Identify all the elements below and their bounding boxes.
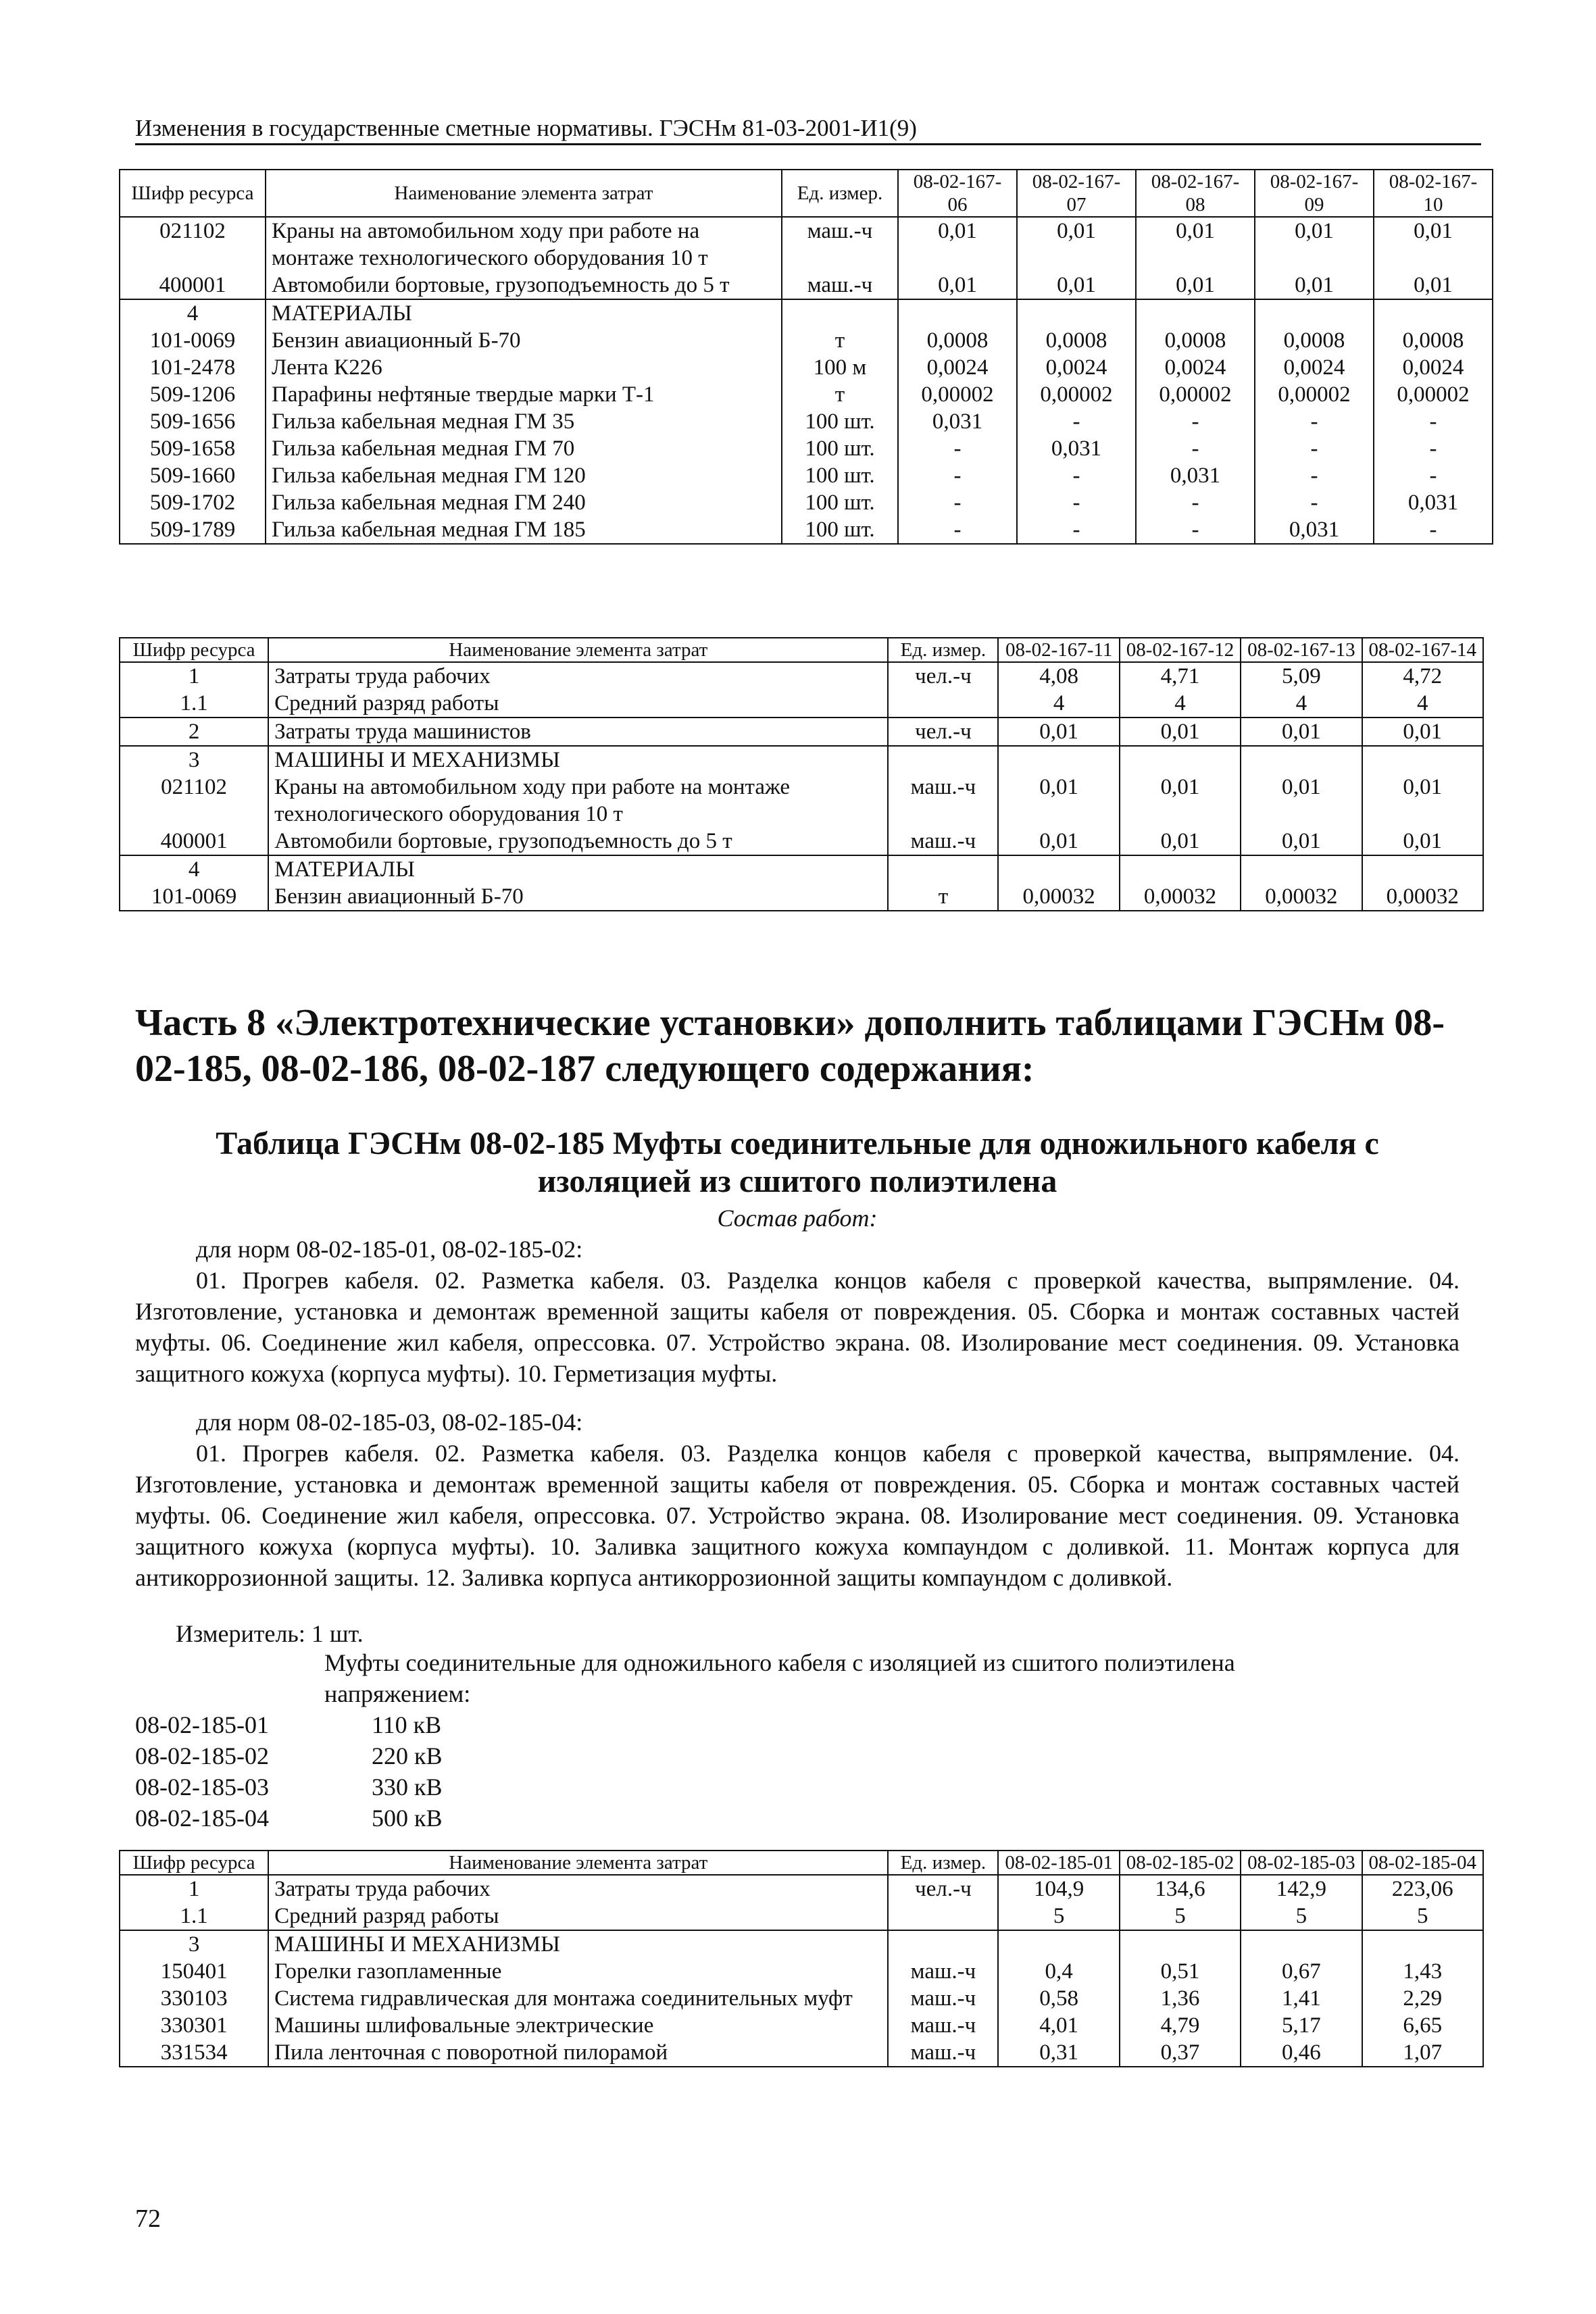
header-code: Шифр ресурса	[120, 170, 266, 217]
resource-value: 4	[1362, 690, 1483, 718]
resource-table-185	[119, 1850, 1484, 2067]
resource-value: 0,01	[1120, 774, 1241, 828]
table-row	[120, 1985, 1483, 2012]
page-number: 72	[135, 2205, 161, 2233]
resource-code: 509-1789	[120, 516, 266, 544]
composition-label: Состав работ:	[717, 1205, 878, 1232]
resource-value: 0,00032	[1362, 883, 1483, 911]
resource-value: 0,01	[898, 272, 1017, 299]
resource-value	[1255, 299, 1374, 327]
resource-value	[1241, 1930, 1362, 1958]
header-norm-code: 08-02-167-13	[1241, 638, 1362, 662]
resource-value: 4	[1241, 690, 1362, 718]
resource-name: Средний разряд работы	[268, 1903, 888, 1930]
header-unit: Ед. измер.	[782, 170, 898, 217]
resource-value: 0,01	[998, 718, 1119, 746]
resource-value: 0,01	[1017, 217, 1136, 272]
resource-unit: т	[782, 381, 898, 408]
resource-name: МАТЕРИАЛЫ	[268, 855, 888, 883]
resource-value: 0,031	[1255, 516, 1374, 544]
resource-value: 4	[1120, 690, 1241, 718]
resource-unit: 100 м	[782, 354, 898, 381]
resource-value: 0,01	[1255, 217, 1374, 272]
resource-unit	[888, 1930, 998, 1958]
resource-value	[998, 855, 1119, 883]
resource-unit: маш.-ч	[888, 774, 998, 828]
resource-value: 0,01	[1120, 718, 1241, 746]
norms-group-2-label: для норм 08-02-185-03, 08-02-185-04:	[196, 1409, 583, 1436]
resource-unit: маш.-ч	[888, 2012, 998, 2039]
resource-name: Затраты труда машинистов	[268, 718, 888, 746]
resource-value: 0,01	[998, 774, 1119, 828]
resource-value: 0,00032	[1241, 883, 1362, 911]
table-row	[120, 746, 1483, 774]
norms-group-1-text: 01. Прогрев кабеля. 02. Разметка кабеля. 03. Разделка концов кабеля с проверкой качества, выпрямление. 04. Изготовление, установка и демонтаж временной защиты кабеля от повреждения. 05. Сборка и монтаж составных частей муфты. 06. Соединение жил кабеля, опрессовка. 07. Устройство экрана. 08. Изолирование мест соединения. 09. Установка защитного кожуха (корпуса муфты). 10. Герметизация муфты.	[135, 1267, 1460, 1387]
resource-value: 5	[998, 1903, 1119, 1930]
resource-code: 150401	[120, 1958, 268, 1985]
resource-code: 1.1	[120, 690, 268, 718]
resource-value: 0,00002	[1255, 381, 1374, 408]
resource-value: 104,9	[998, 1875, 1119, 1903]
header-norm-code: 08-02-167-11	[998, 638, 1119, 662]
resource-name: Средний разряд работы	[268, 690, 888, 718]
resource-value: 142,9	[1241, 1875, 1362, 1903]
resource-value: 0,4	[998, 1958, 1119, 1985]
resource-value	[1362, 855, 1483, 883]
resource-value	[1120, 746, 1241, 774]
resource-value: 0,01	[1241, 828, 1362, 855]
resource-value: 4,79	[1120, 2012, 1241, 2039]
resource-name: Бензин авиационный Б-70	[268, 883, 888, 911]
resource-value: 1,36	[1120, 1985, 1241, 2012]
resource-value: -	[1374, 435, 1493, 462]
table-row	[120, 299, 1493, 327]
resource-value: 4,72	[1362, 662, 1483, 690]
header-norm-code: 08-02-185-03	[1241, 1851, 1362, 1875]
header-norm-code: 08-02-167-14	[1362, 638, 1483, 662]
resource-value: -	[1136, 489, 1255, 516]
header-code: Шифр ресурса	[120, 1851, 268, 1875]
resource-value: 0,01	[1120, 828, 1241, 855]
header-norm-code: 08-02-167-09	[1255, 170, 1374, 217]
resource-code: 509-1702	[120, 489, 266, 516]
resource-code: 1.1	[120, 1903, 268, 1930]
resource-value: 223,06	[1362, 1875, 1483, 1903]
resource-name: Гильза кабельная медная ГМ 240	[266, 489, 782, 516]
resource-value: 0,0024	[1017, 354, 1136, 381]
resource-value: 0,01	[1241, 718, 1362, 746]
resource-value: -	[898, 462, 1017, 489]
resource-code: 021102	[120, 217, 266, 272]
resource-name: МАШИНЫ И МЕХАНИЗМЫ	[268, 1930, 888, 1958]
resource-unit: маш.-ч	[782, 272, 898, 299]
resource-value: 4,08	[998, 662, 1119, 690]
resource-unit: 100 шт.	[782, 408, 898, 435]
resource-code: 1	[120, 1875, 268, 1903]
table-row	[120, 774, 1483, 828]
resource-value: 0,01	[998, 828, 1119, 855]
table-row	[120, 516, 1493, 544]
header-code: Шифр ресурса	[120, 638, 268, 662]
norm-code-row: 08-02-185-02 220 кВ	[135, 1742, 443, 1769]
resource-unit: чел.-ч	[888, 1875, 998, 1903]
norms-group-2	[135, 1407, 1460, 1593]
resource-value: -	[898, 489, 1017, 516]
resource-code: 101-0069	[120, 883, 268, 911]
resource-value: -	[1255, 435, 1374, 462]
resource-unit: т	[782, 327, 898, 354]
resource-name: Бензин авиационный Б-70	[266, 327, 782, 354]
resource-name: Машины шлифовальные электрические	[268, 2012, 888, 2039]
table-header-row	[120, 170, 1493, 217]
resource-name: Горелки газопламенные	[268, 1958, 888, 1985]
resource-value: 0,01	[1136, 217, 1255, 272]
table-row	[120, 435, 1493, 462]
resource-value: 0,01	[1362, 828, 1483, 855]
table-row	[120, 1958, 1483, 1985]
resource-code: 509-1656	[120, 408, 266, 435]
resource-value	[1241, 746, 1362, 774]
resource-value: 0,0008	[1017, 327, 1136, 354]
resource-value: 0,01	[898, 217, 1017, 272]
resource-code: 3	[120, 746, 268, 774]
table-row	[120, 217, 1493, 272]
resource-value	[1120, 855, 1241, 883]
table-row	[120, 462, 1493, 489]
resource-value: 5,09	[1241, 662, 1362, 690]
resource-value: -	[1017, 516, 1136, 544]
resource-value	[898, 299, 1017, 327]
resource-code: 509-1660	[120, 462, 266, 489]
resource-value: 1,43	[1362, 1958, 1483, 1985]
table-row	[120, 381, 1493, 408]
header-name: Наименование элемента затрат	[266, 170, 782, 217]
resource-value: 5	[1241, 1903, 1362, 1930]
norms-group-2-text: 01. Прогрев кабеля. 02. Разметка кабеля. 03. Разделка концов кабеля с проверкой качества, выпрямление. 04. Изготовление, установка и демонтаж временной защиты кабеля от повреждения. 05. Сборка и монтаж составных частей муфты. 06. Соединение жил кабеля, опрессовка. 07. Устройство экрана. 08. Изолирование мест соединения. 09. Установка защитного кожуха (корпуса муфты). 10. Заливка защитного кожуха компаундом с доливкой. 11. Монтаж корпуса для антикоррозионной защиты. 12. Заливка корпуса антикоррозионной защиты компаундом с доливкой.	[135, 1440, 1460, 1591]
resource-code: 509-1206	[120, 381, 266, 408]
resource-unit: т	[888, 883, 998, 911]
resource-value: 0,01	[1374, 217, 1493, 272]
resource-unit: маш.-ч	[888, 1958, 998, 1985]
resource-name: Краны на автомобильном ходу при работе на монтаже технологического оборудования 10 т	[266, 217, 782, 272]
resource-value: -	[1374, 408, 1493, 435]
resource-name: МАШИНЫ И МЕХАНИЗМЫ	[268, 746, 888, 774]
norms-group-1	[135, 1234, 1460, 1389]
resource-code: 330301	[120, 2012, 268, 2039]
resource-value: -	[1136, 435, 1255, 462]
resource-value: -	[1374, 516, 1493, 544]
resource-value: 0,00002	[1017, 381, 1136, 408]
resource-value	[1120, 1930, 1241, 1958]
resource-code: 021102	[120, 774, 268, 828]
resource-unit	[888, 1903, 998, 1930]
resource-value: 0,01	[1362, 718, 1483, 746]
resource-name: Гильза кабельная медная ГМ 185	[266, 516, 782, 544]
resource-unit: чел.-ч	[888, 718, 998, 746]
table-row	[120, 2039, 1483, 2067]
resource-value	[1362, 746, 1483, 774]
resource-value: 6,65	[1362, 2012, 1483, 2039]
table-row	[120, 272, 1493, 299]
norm-description: Муфты соединительные для одножильного кабеля с изоляцией из сшитого полиэтилена напряжением:	[324, 1649, 1235, 1707]
table-row	[120, 1875, 1483, 1903]
resource-unit: 100 шт.	[782, 462, 898, 489]
resource-value: -	[1136, 516, 1255, 544]
header-norm-code: 08-02-167-08	[1136, 170, 1255, 217]
table-row	[120, 855, 1483, 883]
resource-value: 1,41	[1241, 1985, 1362, 2012]
table-row	[120, 408, 1493, 435]
resource-unit: чел.-ч	[888, 662, 998, 690]
resource-value: 0,01	[1374, 272, 1493, 299]
header-norm-code: 08-02-185-02	[1120, 1851, 1241, 1875]
norm-code-row: 08-02-185-04 500 кВ	[135, 1805, 443, 1832]
norms-group-1-label: для норм 08-02-185-01, 08-02-185-02:	[196, 1236, 583, 1263]
resource-value: -	[898, 435, 1017, 462]
resource-unit: маш.-ч	[888, 2039, 998, 2067]
resource-unit	[782, 299, 898, 327]
resource-code: 400001	[120, 828, 268, 855]
resource-value: 0,37	[1120, 2039, 1241, 2067]
resource-name: Гильза кабельная медная ГМ 70	[266, 435, 782, 462]
resource-value	[1241, 855, 1362, 883]
resource-unit: 100 шт.	[782, 489, 898, 516]
resource-value: 0,031	[898, 408, 1017, 435]
resource-value: 0,00002	[1374, 381, 1493, 408]
resource-value: 4,01	[998, 2012, 1119, 2039]
resource-value: -	[1136, 408, 1255, 435]
resource-unit: 100 шт.	[782, 435, 898, 462]
header-norm-code: 08-02-185-01	[998, 1851, 1119, 1875]
resource-value: 5	[1120, 1903, 1241, 1930]
norm-code-row: 08-02-185-03 330 кВ	[135, 1774, 443, 1801]
table-title: Таблица ГЭСНм 08-02-185 Муфты соединительные для одножильного кабеля с изоляцией из сшитого полиэтилена	[216, 1126, 1379, 1199]
resource-name: Гильза кабельная медная ГМ 120	[266, 462, 782, 489]
resource-value: 0,0008	[898, 327, 1017, 354]
running-header: Изменения в государственные сметные нормативы. ГЭСНм 81-03-2001-И1(9)	[135, 115, 1481, 145]
resource-value: 4	[998, 690, 1119, 718]
resource-value: 2,29	[1362, 1985, 1483, 2012]
resource-name: Пила ленточная с поворотной пилорамой	[268, 2039, 888, 2067]
resource-unit: маш.-ч	[782, 217, 898, 272]
resource-name: Лента К226	[266, 354, 782, 381]
table-row	[120, 2012, 1483, 2039]
resource-name: Автомобили бортовые, грузоподъемность до 5 т	[266, 272, 782, 299]
resource-value: 0,01	[1255, 272, 1374, 299]
resource-value: 0,46	[1241, 2039, 1362, 2067]
norm-code-row: 08-02-185-01 110 кВ	[135, 1711, 442, 1738]
table-row	[120, 883, 1483, 911]
resource-value: -	[1255, 462, 1374, 489]
resource-code: 101-2478	[120, 354, 266, 381]
header-norm-code: 08-02-167-06	[898, 170, 1017, 217]
resource-value: 4,71	[1120, 662, 1241, 690]
resource-code: 2	[120, 718, 268, 746]
resource-value: 0,00002	[898, 381, 1017, 408]
table-row	[120, 828, 1483, 855]
resource-value	[998, 1930, 1119, 1958]
resource-code: 331534	[120, 2039, 268, 2067]
resource-value: 0,00002	[1136, 381, 1255, 408]
resource-value: 0,0008	[1374, 327, 1493, 354]
resource-value: -	[1374, 462, 1493, 489]
resource-value: 1,07	[1362, 2039, 1483, 2067]
resource-value: 0,51	[1120, 1958, 1241, 1985]
resource-table-167-06-10	[119, 169, 1493, 545]
resource-unit: 100 шт.	[782, 516, 898, 544]
table-row	[120, 690, 1483, 718]
resource-value: -	[1255, 408, 1374, 435]
resource-value: 0,01	[1241, 774, 1362, 828]
resource-value: -	[1017, 489, 1136, 516]
table-row	[120, 354, 1493, 381]
resource-value: 0,0024	[1136, 354, 1255, 381]
resource-value: 0,01	[1136, 272, 1255, 299]
resource-code: 1	[120, 662, 268, 690]
resource-value: 0,0024	[898, 354, 1017, 381]
resource-name: Затраты труда рабочих	[268, 662, 888, 690]
resource-value: 0,31	[998, 2039, 1119, 2067]
resource-value: -	[1255, 489, 1374, 516]
header-norm-code: 08-02-167-07	[1017, 170, 1136, 217]
resource-code: 4	[120, 299, 266, 327]
resource-code: 400001	[120, 272, 266, 299]
resource-value: 5	[1362, 1903, 1483, 1930]
resource-code: 101-0069	[120, 327, 266, 354]
resource-value: 0,031	[1136, 462, 1255, 489]
resource-name: Автомобили бортовые, грузоподъемность до 5 т	[268, 828, 888, 855]
norm-codes-list	[135, 1709, 443, 1834]
header-unit: Ед. измер.	[888, 1851, 998, 1875]
resource-value: 0,01	[1017, 272, 1136, 299]
header-unit: Ед. измер.	[888, 638, 998, 662]
resource-unit	[888, 855, 998, 883]
header-norm-code: 08-02-167-12	[1120, 638, 1241, 662]
resource-value	[998, 746, 1119, 774]
resource-unit: маш.-ч	[888, 828, 998, 855]
resource-value: 0,00032	[1120, 883, 1241, 911]
resource-code: 3	[120, 1930, 268, 1958]
resource-value	[1017, 299, 1136, 327]
table-header-row	[120, 638, 1483, 662]
resource-unit	[888, 746, 998, 774]
resource-code: 509-1658	[120, 435, 266, 462]
measurer: Измеритель: 1 шт.	[176, 1620, 364, 1647]
resource-name: Затраты труда рабочих	[268, 1875, 888, 1903]
table-row	[120, 489, 1493, 516]
header-norm-code: 08-02-167-10	[1374, 170, 1493, 217]
resource-value: 0,0008	[1136, 327, 1255, 354]
table-header-row	[120, 1851, 1483, 1875]
resource-name: Парафины нефтяные твердые марки Т-1	[266, 381, 782, 408]
table-row	[120, 327, 1493, 354]
resource-value	[1362, 1930, 1483, 1958]
table-row	[120, 718, 1483, 746]
header-name: Наименование элемента затрат	[268, 1851, 888, 1875]
resource-value: 0,0024	[1374, 354, 1493, 381]
resource-value: 134,6	[1120, 1875, 1241, 1903]
part-heading: Часть 8 «Электротехнические установки» дополнить таблицами ГЭСНм 08-02-185, 08-02-186, 08-02-187 следующего содержания:	[135, 1002, 1445, 1090]
resource-value: 0,0008	[1255, 327, 1374, 354]
resource-value: 0,58	[998, 1985, 1119, 2012]
resource-unit: маш.-ч	[888, 1985, 998, 2012]
resource-code: 4	[120, 855, 268, 883]
table-row	[120, 1930, 1483, 1958]
resource-name: Система гидравлическая для монтажа соединительных муфт	[268, 1985, 888, 2012]
resource-value: 0,0024	[1255, 354, 1374, 381]
resource-name: Краны на автомобильном ходу при работе на монтаже технологического оборудования 10 т	[268, 774, 888, 828]
resource-value: -	[1017, 408, 1136, 435]
header-name: Наименование элемента затрат	[268, 638, 888, 662]
resource-table-167-11-14	[119, 637, 1484, 911]
resource-code: 330103	[120, 1985, 268, 2012]
resource-value: 0,01	[1362, 774, 1483, 828]
resource-value	[1374, 299, 1493, 327]
header-norm-code: 08-02-185-04	[1362, 1851, 1483, 1875]
resource-value: 0,67	[1241, 1958, 1362, 1985]
resource-name: Гильза кабельная медная ГМ 35	[266, 408, 782, 435]
resource-value: -	[898, 516, 1017, 544]
resource-value: 0,031	[1017, 435, 1136, 462]
resource-value: 5,17	[1241, 2012, 1362, 2039]
resource-value: 0,031	[1374, 489, 1493, 516]
resource-unit	[888, 690, 998, 718]
resource-value: 0,00032	[998, 883, 1119, 911]
table-row	[120, 662, 1483, 690]
resource-value	[1136, 299, 1255, 327]
resource-value: -	[1017, 462, 1136, 489]
table-row	[120, 1903, 1483, 1930]
resource-name: МАТЕРИАЛЫ	[266, 299, 782, 327]
